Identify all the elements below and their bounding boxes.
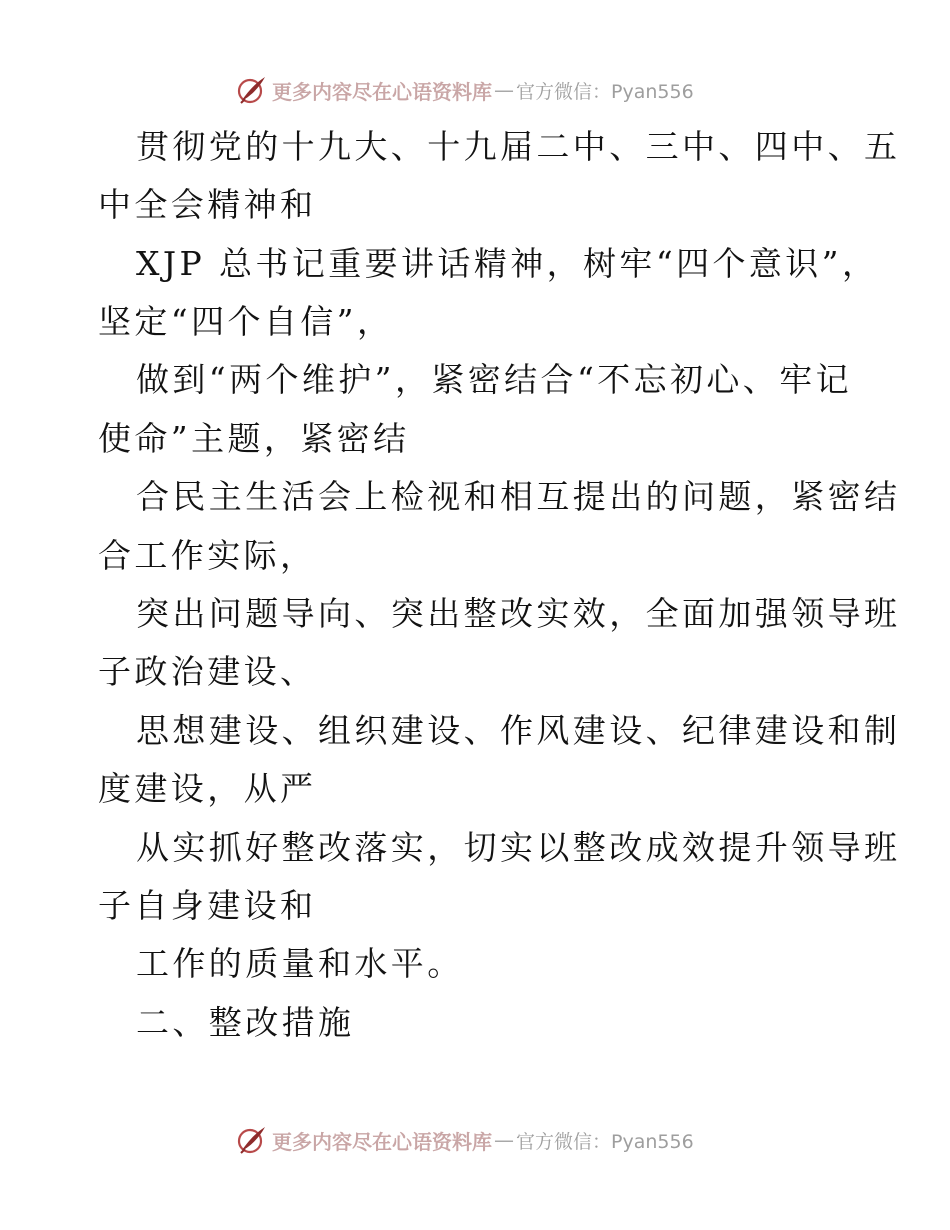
doc-line: 做到“两个维护”，紧密结合“不忘初心、牢记 — [136, 360, 853, 399]
banner-brand: 更多内容尽在心语资料库 — [272, 79, 492, 104]
doc-line: 度建设，从严 — [98, 769, 317, 808]
banner-brand: 更多内容尽在心语资料库 — [272, 1129, 492, 1154]
banner-account: 官方微信：Pyan556 — [516, 1130, 694, 1153]
doc-line: 使命”主题，紧密结 — [98, 419, 410, 458]
banner-dash: — — [494, 78, 514, 102]
doc-line: 贯彻党的十九大、十九届二中、三中、四中、五 — [136, 127, 901, 166]
section-heading: 二、整改措施 — [136, 1003, 355, 1042]
doc-line: 子政治建设、 — [98, 652, 317, 691]
doc-line: 从实抓好整改落实，切实以整改成效提升领导班 — [136, 828, 901, 867]
banner-dash: — — [494, 1128, 514, 1152]
footer-banner — [236, 1122, 694, 1158]
banner-account: 官方微信：Pyan556 — [516, 80, 694, 103]
doc-line: 合民主生活会上检视和相互提出的问题，紧密结 — [136, 477, 901, 516]
doc-line: 合工作实际， — [98, 536, 317, 575]
doc-line: 工作的质量和水平。 — [136, 944, 464, 983]
doc-line: 子自身建设和 — [98, 886, 317, 925]
doc-line: 思想建设、组织建设、作风建设、纪律建设和制 — [136, 711, 901, 750]
doc-line: 突出问题导向、突出整改实效，全面加强领导班 — [136, 594, 901, 633]
doc-line: 坚定“四个自信”， — [98, 302, 394, 341]
quill-pen-icon — [236, 1124, 268, 1156]
doc-line: XJP 总书记重要讲话精神，树牢“四个意识”， — [136, 244, 879, 283]
doc-line: 中全会精神和 — [98, 185, 317, 224]
